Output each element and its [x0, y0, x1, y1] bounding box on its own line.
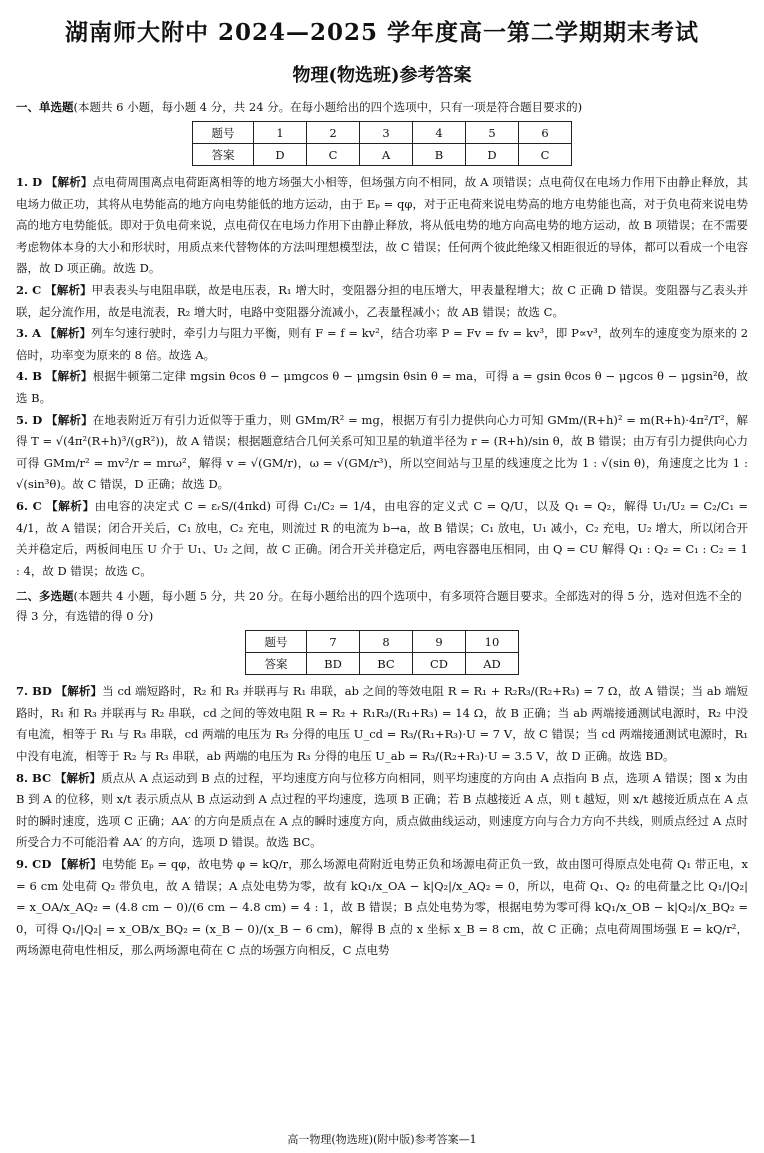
section-multi-choice-heading [16, 586, 748, 626]
row-label: 题号 [246, 631, 307, 653]
question-number: 9 [413, 631, 466, 653]
question-number: 5 [466, 122, 519, 144]
answer-cell: AD [466, 653, 519, 675]
section-description: (本题共 6 小题，每小题 4 分，共 24 分。在每小题给出的四个选项中，只有一项是符合题目要求的) [73, 100, 583, 114]
explanation-text: 在地表附近万有引力近似等于重力，则 GMm/R² = mg，根据万有引力提供向心力可知 GMm/(R+h)² = m(R+h)·4π²/T²，解得 T = √(4π²(R+h)³/(gR²))，故 A 错误；根据题意结合几何关系可知卫星的轨道半径为 r = (R+h)/sin θ，故 B 错误；由万有引力提供向心力可得 GMm/r² = mv²/r = mrω²，解得 v = √(GM/r)，ω = √(GM/r³)，所以空间站与卫星的线速度之比为 1 : √(sin θ)，角速度之比为 1 : √(sin³θ)。故 C 错误，D 正确；故选 D。 [16, 412, 749, 492]
question-number: 8. BC [16, 770, 52, 785]
question-number: 4 [413, 122, 466, 144]
answer-cell: C [519, 144, 572, 166]
answer-cell: CD [413, 653, 466, 675]
single-choice-answer-table [192, 121, 572, 166]
analysis-tag: 【解析】 [45, 369, 93, 384]
analysis-tag: 【解析】 [45, 175, 93, 189]
question-number: 3. A [16, 326, 42, 341]
question-number: 7. BD [16, 684, 52, 699]
row-label: 答案 [193, 144, 254, 166]
explanation-text: 甲表表头与电阻串联，故是电压表，R₁ 增大时，变阻器分担的电压增大，甲表量程增大；故 C 正确 D 错误。变阻器与乙表头并联，起分流作用，故是电流表，R₂ 增大时，电路中变阻器分流减小，乙表量程减小；故 AB 错误；故选 C。 [16, 282, 749, 319]
analysis-tag: 【解析】 [46, 498, 95, 513]
page-footer: 高一物理(物选班)(附中版)参考答案—1 [287, 1133, 477, 1146]
explanation-8 [16, 768, 748, 854]
analysis-tag: 【解析】 [46, 412, 93, 427]
explanation-text: 列车匀速行驶时，牵引力与阻力平衡，则有 F = f = kv²，结合功率 P = Fv = fv = kv³，即 P∝v³，故列车的速度变为原来的 2 倍时，功率变为原来的 8 倍。故选 A。 [16, 326, 749, 362]
question-number: 3 [360, 122, 413, 144]
explanation-3 [16, 323, 748, 366]
analysis-tag: 【解析】 [54, 770, 102, 785]
question-number: 2 [307, 122, 360, 144]
explanation-1 [16, 172, 748, 280]
answer-cell: B [413, 144, 466, 166]
analysis-tag: 【解析】 [55, 857, 102, 872]
explanation-text: 点电荷周围离点电荷距离相等的地方场强大小相等，但场强方向不相同，故 A 项错误；点电荷仅在电场力作用下由静止释放，其电场力做正功，其将从电势能高的地方向电势能低的地方运动，由于 Eₚ = qφ，对于正电荷来说电势高的地方电势能也高，对于负电荷来说电势高的地方电势能低。即对于负电荷来说，点电荷仅在电场力作用下由静止释放，将从低电势的地方向高电势的地方运动，故 B 项错误；在不需要考虑物体本身的大小和形状时，用质点来代替物体的方法叫理想模型法，故 C 错误；任何两个彼此绝缘又相距很近的导体，都可以看成一个电容器，故 D 项正确。故选 D。 [16, 175, 749, 276]
section-single-choice-heading [16, 97, 748, 117]
section-description: (本题共 4 小题，每小题 5 分，共 20 分。在每小题给出的四个选项中，有多项符合题目要求。全部选对的得 5 分，选对但选不全的得 3 分，有选错的得 0 分) [16, 589, 742, 624]
explanation-5 [16, 410, 748, 496]
question-number: 9. CD [16, 857, 52, 872]
answer-cell: D [254, 144, 307, 166]
answer-cell: D [466, 144, 519, 166]
answer-cell: C [307, 144, 360, 166]
question-number: 7 [307, 631, 360, 653]
answer-cell: A [360, 144, 413, 166]
answer-row [193, 144, 572, 166]
page-subtitle: 物理(物选班)参考答案 [292, 65, 472, 86]
explanation-text: 电势能 Eₚ = qφ，故电势 φ = kQ/r，那么场源电荷附近电势正负和场源电荷正负一致，故由图可得原点处电荷 Q₁ 带正电，x = 6 cm 处电荷 Q₂ 带负电，故 A 错误；A 点处电势为零，故有 kQ₁/x_OA − k|Q₂|/x_AQ₂ = 0，所以，电荷 Q₁、Q₂ 的电荷量之比 Q₁/|Q₂| = x_OA/x_AQ₂ = (4.8 cm − 0)/(6 cm − 4.8 cm) = 4 : 1，故 B 错误；B 点处电势为零，根据电势为零可得 kQ₁/x_OB − k|Q₂|/x_BQ₂ = 0，可得 Q₁/|Q₂| = x_OB/x_BQ₂ = (x_B − 0)/(x_B − 6 cm)，解得 B 点的 x 坐标 x_B = 8 cm，故 C 正确；点电荷周围场强 E = kQ/r²，两场源电荷电性相反，那么两场源电荷在 C 点的场强方向相反，C 点电势 [16, 857, 749, 958]
question-number-row [246, 631, 519, 653]
explanation-text: 质点从 A 点运动到 B 点的过程，平均速度方向与位移方向相同，则平均速度的方向由 A 点指向 B 点，选项 A 错误；图 x 为由 B 到 A 的位移，则 x/t 表示质点从 B 点运动到 A 点过程的平均速度，选项 B 正确；若 B 点越接近 A 点，则 t 越短，则 x/t 越接近质点在 A 点时的瞬时速度，选项 C 正确；AA′ 的方向是质点在 A 点的瞬时速度方向，质点做曲线运动，则速度方向与合力方向不共线，则质点经过 A 点时所受合力不可能沿着 AA′ 的方向，选项 D 错误。故选 BC。 [16, 770, 749, 850]
explanation-2 [16, 280, 748, 323]
row-label: 答案 [246, 653, 307, 675]
question-number: 8 [360, 631, 413, 653]
question-number: 6 [519, 122, 572, 144]
question-number: 10 [466, 631, 519, 653]
section-label: 一、单选题 [16, 100, 74, 114]
section-label: 二、多选题 [16, 589, 74, 604]
answer-row [246, 653, 519, 675]
answer-cell: BD [307, 653, 360, 675]
explanation-9 [16, 854, 748, 962]
page-title: 湖南师大附中 2024—2025 学年度高一第二学期期末考试 [64, 19, 700, 46]
question-number: 2. C [16, 282, 42, 297]
answer-cell: BC [360, 653, 413, 675]
question-number: 6. C [16, 498, 42, 513]
explanation-7 [16, 681, 748, 767]
question-number: 1 [254, 122, 307, 144]
explanation-6 [16, 496, 748, 582]
multi-choice-answer-table [245, 630, 519, 675]
analysis-tag: 【解析】 [55, 684, 103, 699]
explanation-text: 当 cd 端短路时，R₂ 和 R₃ 并联再与 R₁ 串联，ab 之间的等效电阻 R = R₁ + R₂R₃/(R₂+R₃) = 7 Ω，故 A 错误；当 ab 端短路时，R₁ 和 R₃ 并联再与 R₂ 串联，cd 之间的等效电阻 R = R₂ + R₁R₃/(R₁+R₃) = 14 Ω，故 B 正确；当 ab 两端接通测试电源时，R₂ 中没有电流，相等于 R₁ 与 R₃ 串联，cd 两端的电压为 R₃ 分得的电压 U_cd = R₃/(R₁+R₃)·U = 7 V，故 C 错误；当 cd 两端接通测试电源时，R₁ 中没有电流，相等于 R₂ 与 R₃ 串联，ab 两端的电压为 R₃ 分得的电压 U_ab = R₃/(R₂+R₃)·U = 3.5 V，故 D 正确。故选 BD。 [16, 684, 749, 764]
question-number: 5. D [16, 412, 43, 427]
explanation-4 [16, 366, 748, 409]
row-label: 题号 [193, 122, 254, 144]
question-number: 4. B [16, 369, 42, 384]
question-number: 1. D [16, 175, 43, 189]
explanation-text: 由电容的决定式 C = εᵣS/(4πkd) 可得 C₁/C₂ = 1/4，由电容的定义式 C = Q/U，以及 Q₁ = Q₂，解得 U₁/U₂ = C₂/C₁ = 4/1，故 A 错误；闭合开关后，C₁ 放电，C₂ 充电，则流过 R 的电流为 b→a，故 B 错误；C₁ 放电，U₁ 减小，C₂ 充电，U₂ 增大，所以闭合开关并稳定后，两板间电压 U 介于 U₁、U₂ 之间，故 C 正确。闭合开关并稳定后，两电容器电压相同，由 Q = CU 解得 Q₁ : Q₂ = C₁ : C₂ = 1 : 4，故 D 错误；故选 C。 [16, 498, 749, 578]
analysis-tag: 【解析】 [44, 326, 92, 341]
analysis-tag: 【解析】 [45, 282, 92, 297]
question-number-row [193, 122, 572, 144]
explanation-text: 根据牛顿第二定律 mgsin θcos θ − μmgcos θ − μmgsin θsin θ = ma，可得 a = gsin θcos θ − μgcos θ − μgsin²θ，故选 B。 [16, 369, 748, 405]
